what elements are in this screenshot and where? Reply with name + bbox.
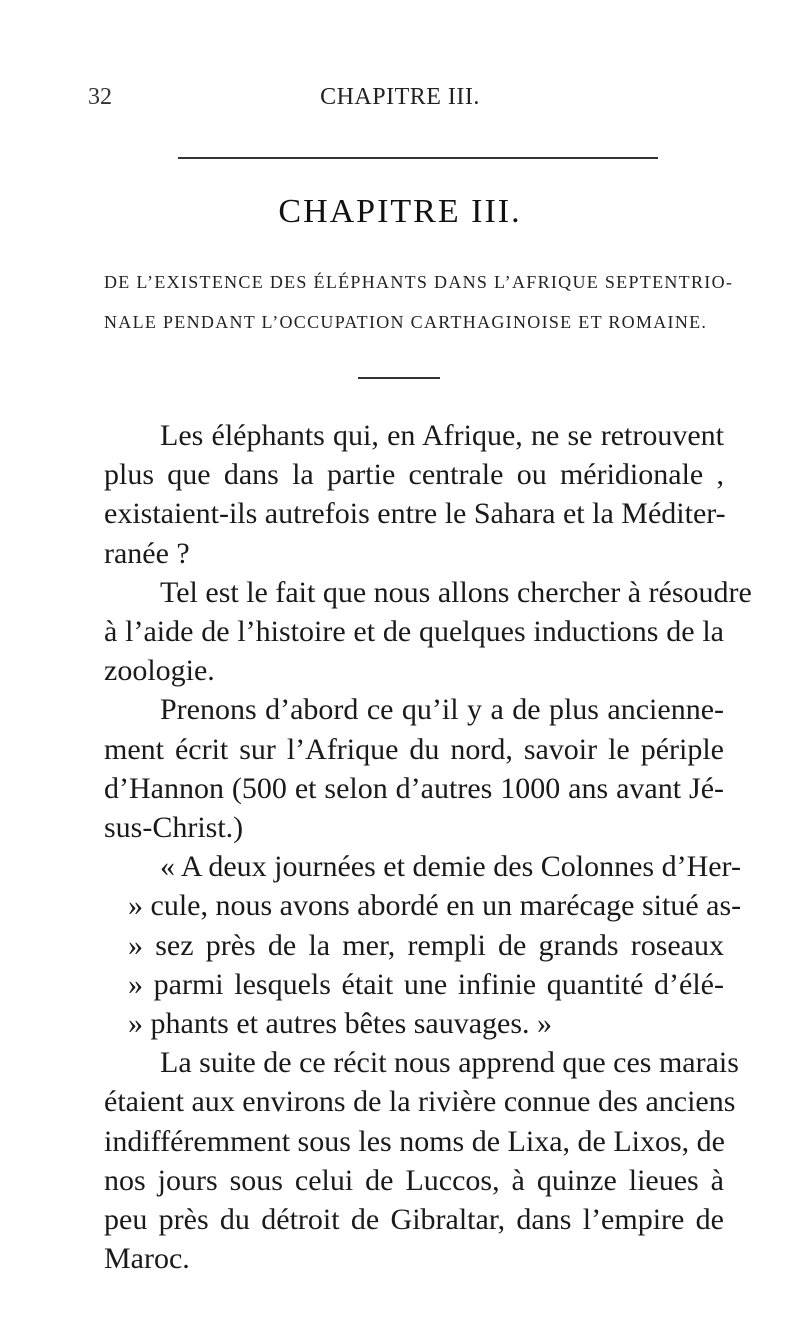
- text-line: sus-Christ.): [104, 811, 244, 845]
- text-line: La suite de ce récit nous apprend que ces marais: [160, 1046, 739, 1080]
- text-line: ranée ?: [104, 536, 190, 570]
- body-text: [104, 416, 752, 1278]
- section-rule: [358, 377, 440, 379]
- text-line: Prenons d’abord ce qu’il y a de plus ancienne-: [160, 693, 724, 727]
- text-line: existaient-ils autrefois entre le Sahara et la Méditer-: [104, 497, 726, 531]
- text-line: étaient aux environs de la rivière connue des anciens: [104, 1085, 736, 1119]
- text-line: zoologie.: [104, 654, 215, 688]
- chapter-title: CHAPITRE III.: [278, 193, 522, 230]
- text-line: peu près du détroit de Gibraltar, dans l’empire de: [104, 1203, 724, 1237]
- header-rule: [178, 157, 658, 159]
- quote-line: » phants et autres bêtes sauvages. »: [128, 1007, 553, 1041]
- running-title: CHAPITRE III.: [320, 84, 480, 110]
- quote-line: » parmi lesquels était une infinie quantité d’élé-: [128, 967, 724, 1001]
- text-line: ment écrit sur l’Afrique du nord, savoir le périple: [104, 732, 724, 766]
- text-line: Tel est le fait que nous allons chercher à résoudre: [160, 575, 752, 609]
- quote-line: » sez près de la mer, rempli de grands roseaux: [128, 928, 724, 962]
- subtitle-line: DE L’EXISTENCE DES ÉLÉPHANTS DANS L’AFRIQUE SEPTENTRIO-: [104, 272, 734, 292]
- quote-line: « A deux journées et demie des Colonnes d’Her-: [160, 850, 741, 884]
- subtitle-line: NALE PENDANT L’OCCUPATION CARTHAGINOISE ET ROMAINE.: [104, 312, 708, 332]
- quote-line: » cule, nous avons abordé en un marécage situé as-: [128, 889, 742, 923]
- text-line: plus que dans la partie centrale ou méridionale ,: [104, 458, 724, 492]
- text-line: à l’aide de l’histoire et de quelques inductions de la: [104, 615, 724, 649]
- text-line: Maroc.: [104, 1242, 190, 1276]
- text-line: indifféremment sous les noms de Lixa, de Lixos, de: [104, 1124, 725, 1158]
- running-head: [0, 84, 800, 114]
- chapter-subtitle: [104, 262, 734, 342]
- text-line: Les éléphants qui, en Afrique, ne se retrouvent: [160, 419, 724, 452]
- page-number: 32: [88, 84, 112, 110]
- text-line: nos jours sous celui de Luccos, à quinze lieues à: [104, 1163, 724, 1197]
- text-line: d’Hannon (500 et selon d’autres 1000 ans avant Jé-: [104, 771, 724, 805]
